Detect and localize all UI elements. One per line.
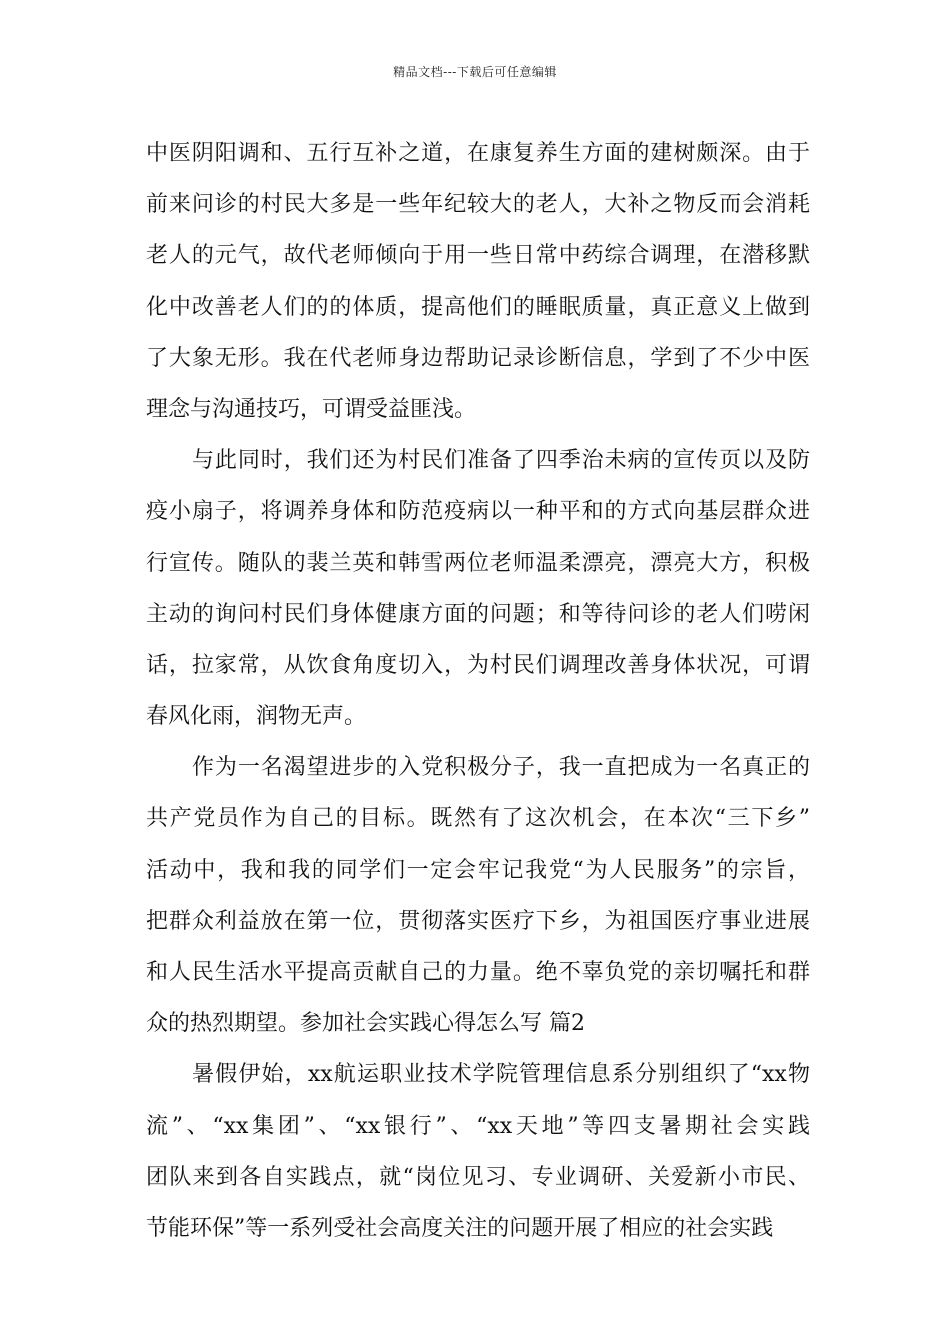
text-line: 行宣传。随队的裴兰英和韩雪两位老师温柔漂亮，漂亮大方，积极 (146, 550, 810, 576)
text-line: 老人的元气，故代老师倾向于用一些日常中药综合调理，在潜移默 (146, 243, 810, 269)
paragraph (146, 1049, 810, 1254)
text-line: 春风化雨，润物无声。 (146, 704, 367, 730)
paragraph (146, 742, 810, 1049)
text-line: 共产党员作为自己的目标。既然有了这次机会，在本次“三下乡” (146, 806, 810, 832)
text-line: 和人民生活水平提高贡献自己的力量。绝不辜负党的亲切嘱托和群 (146, 960, 810, 985)
text-line: 暑假伊始，xx航运职业技术学院管理信息系分别组织了“xx物 (192, 1062, 810, 1088)
text-line: 把群众利益放在第一位，贯彻落实医疗下乡，为祖国医疗事业进展 (146, 908, 810, 934)
text-line: 流”、“xx集团”、“xx银行”、“xx天地”等四支暑期社会实践 (146, 1113, 810, 1139)
text-line: 节能环保”等一系列受社会高度关注的问题开展了相应的社会实践 (146, 1215, 774, 1241)
text-line: 化中改善老人们的的体质，提高他们的睡眠质量，真正意义上做到 (146, 294, 810, 320)
text-line: 主动的询问村民们身体健康方面的问题；和等待问诊的老人们唠闲 (146, 601, 810, 627)
text-line: 作为一名渴望进步的入党积极分子，我一直把成为一名真正的 (192, 755, 810, 781)
text-line: 团队来到各自实践点，就“岗位见习、专业调研、关爱新小市民、 (146, 1164, 810, 1190)
text-line: 与此同时，我们还为村民们准备了四季治未病的宣传页以及防 (192, 448, 810, 474)
document-body (146, 128, 810, 1254)
text-line: 中医阴阳调和、五行互补之道，在康复养生方面的建树颇深。由于 (146, 141, 810, 166)
paragraph (146, 128, 810, 435)
text-line: 话，拉家常，从饮食角度切入，为村民们调理改善身体状况，可谓 (146, 652, 810, 678)
page-header: 精品文档---下载后可任意编辑 (393, 65, 557, 79)
paragraph (146, 435, 810, 742)
text-line: 疫小扇子，将调养身体和防范疫病以一种平和的方式向基层群众进 (146, 499, 810, 525)
text-line: 活动中，我和我的同学们一定会牢记我党“为人民服务”的宗旨， (146, 857, 810, 883)
text-line: 众的热烈期望。参加社会实践心得怎么写 篇2 (146, 1011, 585, 1037)
text-line: 了大象无形。我在代老师身边帮助记录诊断信息，学到了不少中医 (146, 345, 810, 371)
text-line: 前来问诊的村民大多是一些年纪较大的老人，大补之物反而会消耗 (146, 192, 810, 218)
text-line: 理念与沟通技巧，可谓受益匪浅。 (146, 396, 477, 422)
